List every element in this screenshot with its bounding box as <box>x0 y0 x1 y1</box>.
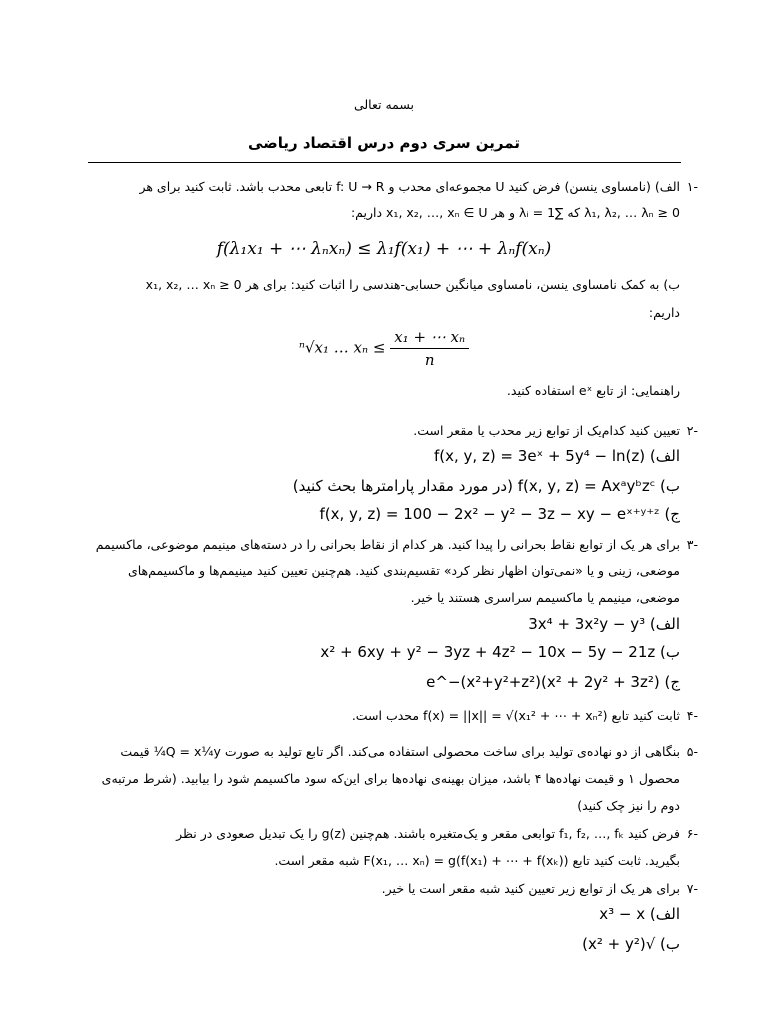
q3-c: ج) (x² + 2y² + 3z²)e^−(x²+y²+z²) <box>426 673 680 691</box>
q5-line2: محصول ۱ و قیمت نهاده‌ها ۴ باشد، میزان بهینه‌ی نهاده‌ها برای این‌که سود ماکسیمم شود را بیابید. (شرط مرتبه‌ی <box>101 771 680 786</box>
q1-a-line2: λ₁, λ₂, … λₙ ≥ 0 که ∑λᵢ = 1 و هر x₁, x₂, …, xₙ ∈ U داریم: <box>350 205 680 220</box>
q6-number: -۶ <box>686 826 698 841</box>
q4-text: ثابت کنید تابع f(x) = ||x|| = √(x₁² + ⋯ + xₙ²) محدب است. <box>351 708 680 723</box>
q2-a: الف) f(x, y, z) = 3eˣ + 5y⁴ − ln(z) <box>433 447 680 465</box>
q2-b: ب) f(x, y, z) = Axᵃyᵇzᶜ (در مورد مقدار پارامترها بحث کنید) <box>292 477 680 495</box>
q1-formula-jensen: f(λ₁x₁ + ⋯ λₙxₙ) ≤ λ₁f(x₁) + ⋯ + λₙf(xₙ) <box>216 239 552 259</box>
q3-line3: موضعی، مینیمم یا ماکسیمم سراسری هستند یا خیر. <box>410 590 680 605</box>
bismillah: بسمه تعالی <box>353 97 415 112</box>
q2-number: -۲ <box>686 423 698 438</box>
q6-line1: فرض کنید f₁, f₂, …, fₖ توابعی مقعر و یک‌متغیره باشند. هم‌چنین g(z) را یک تبدیل صعودی در نظر <box>176 826 680 841</box>
q3-a: الف) 3x⁴ + 3x²y − y³ <box>528 615 680 633</box>
q7-b: ب) √(x² + y²) <box>582 935 680 953</box>
q2-intro: تعیین کنید کدام‌یک از توابع زیر محدب یا مقعر است. <box>413 423 680 438</box>
q3-line2: موضعی، زینی و یا «نمی‌توان اظهار نظر کرد» تقسیم‌بندی کنید. هم‌چنین تعیین کنید مینیمم‌ها و ماکسیمم‌های <box>127 563 680 578</box>
q2-c: ج) f(x, y, z) = 100 − 2x² − y² − 3z − xy − eˣ⁺ʸ⁺ᶻ <box>319 505 680 523</box>
q3-b: ب) x² + 6xy + y² − 3yz + 4z² − 10x − 5y − 21z <box>320 643 680 661</box>
q1-amgm-fraction <box>390 326 469 371</box>
q7-a: الف) x³ − x <box>599 905 680 923</box>
title-divider <box>88 162 681 163</box>
q5-line1: بنگاهی از دو نهاده‌ی تولید برای ساخت محصولی استفاده می‌کند. اگر تابع تولید به صورت Q = x¼y¼ قیمت <box>120 744 680 759</box>
q6-line2: بگیرید. ثابت کنید تابع F(x₁, … xₙ) = g(f(x₁) + ⋯ + f(xₖ)) شبه مقعر است. <box>274 853 680 868</box>
q1-hint: راهنمایی: از تابع eˣ استفاده کنید. <box>506 383 680 398</box>
q1-amgm-root: ⁿ√x₁ … xₙ ≤ <box>298 338 386 357</box>
q1-b-line2: داریم: <box>648 305 680 320</box>
q1-b-line1: ب) به کمک نامساوی ینسن، نامساوی میانگین حسابی-هندسی را اثبات کنید: برای هر x₁, x₂, … xₙ ≥ 0 <box>145 277 680 292</box>
q1-amgm-denominator: n <box>424 351 435 369</box>
q1-a-line1: الف) (نامساوی ینسن) فرض کنید U مجموعه‌ای محدب و f: U → R تابعی محدب باشد. ثابت کنید برای هر <box>139 179 680 194</box>
q1-amgm-numerator: x₁ + ⋯ xₙ <box>390 326 469 349</box>
q4-number: -۴ <box>686 708 698 723</box>
q3-number: -۳ <box>686 537 698 552</box>
page-title: تمرین سری دوم درس اقتصاد ریاضی <box>248 134 520 152</box>
q5-number: -۵ <box>686 744 698 759</box>
q7-intro: برای هر یک از توابع زیر تعیین کنید شبه مقعر است یا خیر. <box>381 881 680 896</box>
q1-number: -۱ <box>686 179 698 194</box>
q5-line3: دوم را نیز چک کنید) <box>577 798 680 813</box>
q1-formula-amgm <box>0 326 768 371</box>
q7-number: -۷ <box>686 881 698 896</box>
q3-line1: برای هر یک از توابع نقاط بحرانی را پیدا کنید. هر کدام از نقاط بحرانی را در دسته‌های مینیمم موضوعی، ماکسیمم <box>95 537 680 552</box>
